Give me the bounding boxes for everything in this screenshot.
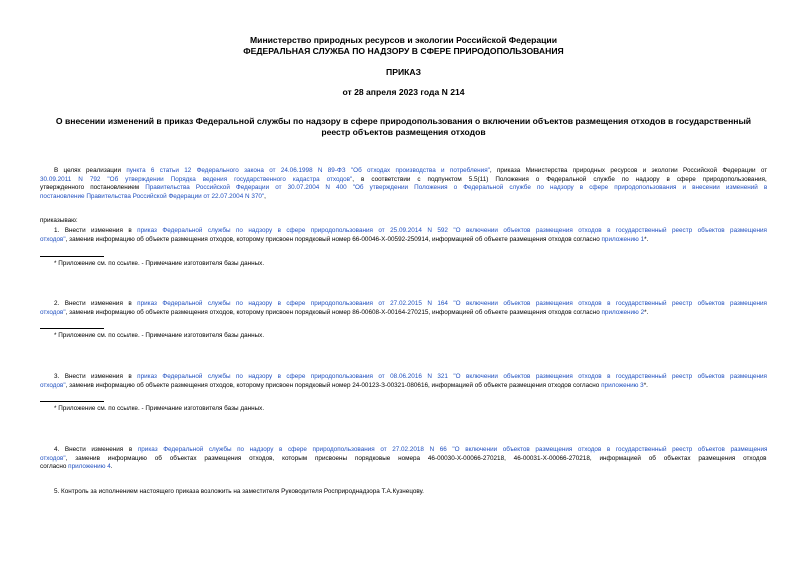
item-text: 3. Внести изменения в	[54, 373, 138, 380]
document-date-number: от 28 апреля 2023 года N 214	[342, 87, 465, 97]
item-text: 4. Внести изменения в	[54, 446, 138, 453]
order-792-link[interactable]: 30.09.2011 N 792 "Об утверждении Порядка ведения государственного кадастра отходов"	[40, 175, 353, 183]
appendix-4-link[interactable]: приложению 4	[68, 463, 111, 471]
resolution-370-link[interactable]: постановление Правительства Российской Федерации от 22.07.2004 N 370"	[40, 192, 265, 200]
document-title-line-1: О внесении изменений в приказ Федеральной службы по надзору в сфере природопользования о включении объектов размещения отходов в государственный	[55, 116, 752, 126]
order-321-link[interactable]: приказ Федеральной службы по надзору в сфере природопользования от 08.06.2016 N 321 "О включении объектов размещения отходов в государственный реестр объектов размещения	[137, 373, 767, 380]
footnote-divider	[40, 401, 104, 402]
preamble-text: В целях реализации	[54, 167, 127, 174]
item-text: *.	[644, 308, 649, 316]
order-164-link[interactable]: приказ Федеральной службы по надзору в сфере природопользования от 27.02.2015 N 164 "О включении объектов размещения отходов в государственный реестр объектов размещения	[137, 300, 767, 307]
order-word: приказываю:	[40, 217, 78, 224]
order-321-link[interactable]: отходов"	[40, 381, 66, 389]
order-592-link[interactable]: отходов"	[40, 235, 66, 243]
footnote-1: * Приложение см. по ссылке. - Примечание изготовителя базы данных.	[54, 260, 265, 267]
item-text: , заменив информацию об объекте размещения отходов, которому присвоен порядковый номер 86-00608-Х-00164-270215, информацией об объекте размещения отходов согласно	[65, 308, 602, 316]
order-item-5: 5. Контроль за исполнением настоящего приказа возложить на заместителя Руководителя Росприроднадзора Т.А.Кузнецову.	[54, 488, 424, 495]
item-text: согласно	[40, 463, 69, 471]
preamble	[40, 167, 767, 201]
appendix-1-link[interactable]: приложению 1	[601, 235, 645, 243]
order-164-link[interactable]: отходов"	[40, 308, 66, 316]
appendix-2-link[interactable]: приложению 2	[601, 308, 645, 316]
item-text: *.	[643, 381, 648, 389]
document-type: ПРИКАЗ	[386, 67, 421, 77]
item-text: .	[110, 463, 113, 471]
order-66-link[interactable]: отходов"	[40, 454, 66, 462]
item-text: 1. Внести изменения в	[54, 227, 138, 234]
item-text: , заменив информацию об объекте размещения отходов, которому присвоен порядковый номер 24-00123-З-00321-080616, информацией об объекте размещения отходов согласно	[65, 381, 602, 389]
ministry-name: Министерство природных ресурсов и экологии Российской Федерации	[250, 35, 557, 45]
order-item-2	[40, 300, 767, 317]
footnote-divider	[40, 328, 104, 329]
law-89-fz-link[interactable]: пункта 6 статьи 12 Федерального закона от 24.06.1998 N 89-ФЗ "Об отходах производства и потребления"	[126, 167, 490, 174]
preamble-text: , приказа Министерства природных ресурсов и экологии Российской Федерации от	[489, 167, 768, 174]
item-text: *.	[644, 235, 649, 243]
resolution-400-link[interactable]: Правительства Российской Федерации от 30.07.2004 N 400 "Об утверждении Положения о Федеральной службе по надзору в сфере природопользования и внесении изменений в	[145, 184, 768, 192]
item-text: , заменив информацию об объектах размещения отходов, которым присвоены порядковые номера 46-00030-Х-00066-270218, 46-00031-Х-00066-270218, информацией об объектах размещения отходов	[65, 454, 767, 462]
document-title-line-2: реестр объектов размещения отходов	[321, 127, 486, 137]
item-text: , заменив информацию об объекте размещения отходов, которому присвоен порядковый номер 66-00046-Х-00592-250914, информацией об объекте размещения отходов согласно	[65, 235, 602, 243]
preamble-text: , в соответствии с подпунктом 5.5(11) Положения о Федеральной службе по надзору в сфере природопользования,	[352, 175, 767, 183]
item-text: 2. Внести изменения в	[54, 300, 138, 307]
footnote-divider	[40, 256, 104, 257]
order-66-link[interactable]: приказ Федеральной службы по надзору в сфере природопользования от 27.02.2018 N 66 "О включении объектов размещения отходов в государственный реестр объектов размещения	[137, 446, 768, 453]
service-name: ФЕДЕРАЛЬНАЯ СЛУЖБА ПО НАДЗОРУ В СФЕРЕ ПРИРОДОПОЛЬЗОВАНИЯ	[243, 46, 564, 56]
order-item-3	[40, 373, 767, 390]
preamble-text: утвержденного постановлением	[40, 184, 146, 192]
footnote-2: * Приложение см. по ссылке. - Примечание изготовителя базы данных.	[54, 332, 265, 339]
order-item-4	[40, 446, 767, 472]
preamble-text: ,	[264, 192, 266, 200]
appendix-3-link[interactable]: приложению 3	[601, 381, 644, 389]
order-592-link[interactable]: приказ Федеральной службы по надзору в сфере природопользования от 25.09.2014 N 592 "О включении объектов размещения отходов в государственный реестр объектов размещения	[137, 227, 767, 234]
order-item-1	[40, 227, 767, 244]
footnote-3: * Приложение см. по ссылке. - Примечание изготовителя базы данных.	[54, 405, 265, 412]
